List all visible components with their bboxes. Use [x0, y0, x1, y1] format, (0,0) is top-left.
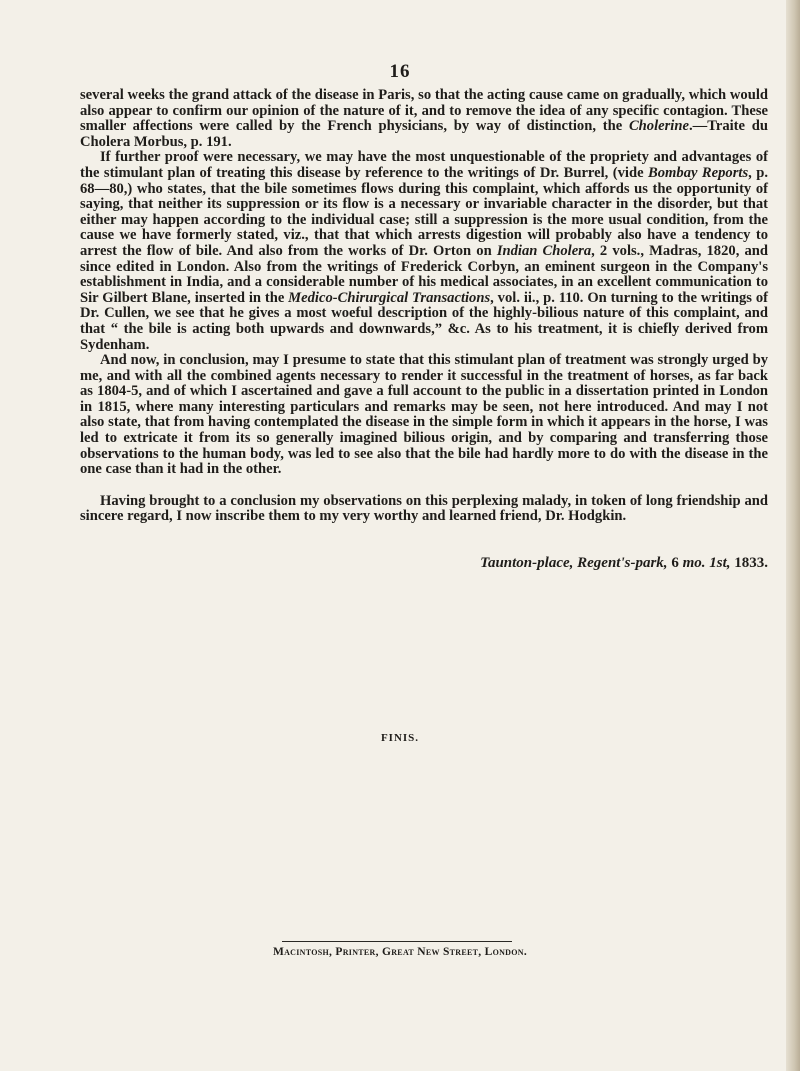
p2-text-a: If further proof were necessary, we may have the most unquestionable of the propriety and advantages of the stimulant plan of treating this disease by reference to the writings of Dr. Burrel, (vide — [80, 149, 768, 181]
p2-italic-indian-cholera: Indian Cholera — [496, 242, 592, 259]
p2-italic-bombay-reports: Bombay Reports — [648, 164, 749, 181]
p2-text-c: , p. 68—80,) who states, that the bile sometimes flows during this complaint, which affords us the opportunity of saying, that neither its suppression or its flow is a necessary or invariable character in the disorder, but that either may happen according to the individual case; still a suppression is the more usual condition, from the cause we have formerly stated, viz., that that which arrests digestion will probably also have a tendency to arrest the flow of bile. And also from the works of Dr. Orton on — [80, 164, 768, 259]
signoff-line — [80, 555, 768, 572]
signoff-day: 6 — [671, 555, 679, 571]
signoff-year: 1833. — [734, 555, 768, 571]
p1-italic-cholerine: Cholerine — [628, 118, 689, 135]
paragraph-2 — [80, 150, 768, 353]
finis-heading: FINIS. — [380, 732, 420, 744]
p2-text-e: , 2 vols., Madras, 1820, and since edited in London. Also from the writings of Frederick Corbyn, an eminent surgeon in the Company's establishment in India, and a considerable number of his medical associates, in an excellent communication to Sir Gilbert Blane, inserted in the — [80, 242, 768, 306]
page-number: 16 — [389, 61, 411, 82]
page-edge-shadow — [786, 0, 800, 1071]
signoff-month: mo. — [682, 555, 706, 571]
paragraph-1 — [80, 88, 768, 150]
signoff-place: Taunton-place, Regent's-park, — [480, 555, 668, 571]
imprint-rule — [282, 941, 512, 942]
signoff-ordinal: 1st, — [709, 555, 731, 571]
paragraph-3: And now, in conclusion, may I presume to state that this stimulant plan of treatment was strongly urged by me, and with all the combined agents necessary to render it successful in the treatment of horses, as far back as 1804-5, and of which I ascertained and gave a full account to the public in a dissertation printed in London in 1815, where many interesting particulars and remarks may be seen, not here introduced. And may I not also state, that from having contemplated the disease in the simple form in which it appears in the horse, I was led to extricate it from its so generally imagined bilious origin, and by comparing and transferring those observations to the human body, was led to see also that the bile had hardly more to do with the disease in the one case than it had in the other. — [80, 352, 768, 478]
p1-text-a: several weeks the grand attack of the disease in Paris, so that the acting cause came on gradually, which would also appear to confirm our opinion of the nature of it, and to remove the idea of any specific contagion. These smaller affections were called by the French physicians, by way of distinction, the — [80, 87, 768, 135]
p2-text-g: , vol. ii., p. 110. On turning to the writings of Dr. Cullen, we see that he gives a most woeful description of the highly-bilious nature of this complaint, and that “ the bile is acting both upwards and downwards,” &c. As to his treatment, it is chiefly derived from Sydenham. — [80, 289, 768, 353]
body-text — [80, 88, 768, 525]
printer-imprint: Macintosh, Printer, Great New Street, London. — [272, 946, 528, 958]
paragraph-4: Having brought to a conclusion my observations on this perplexing malady, in token of long friendship and sincere regard, I now inscribe them to my very worthy and learned friend, Dr. Hodgkin. — [80, 492, 768, 525]
p1-text-c: .—Traite du Cholera Morbus, p. 191. — [80, 118, 768, 150]
p2-italic-transactions: Medico-Chirurgical Transactions — [288, 289, 491, 306]
